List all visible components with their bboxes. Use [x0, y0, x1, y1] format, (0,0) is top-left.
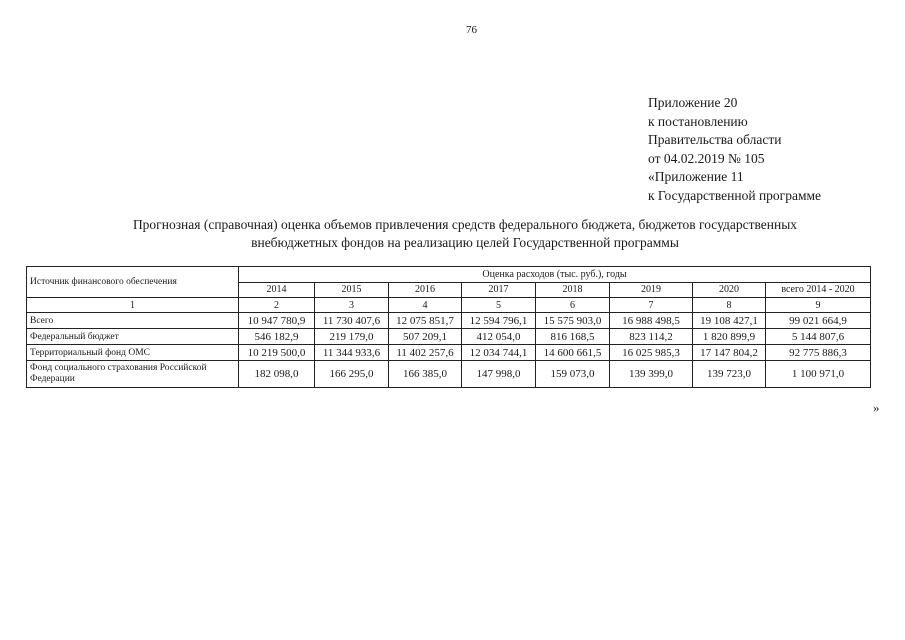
table-cell: 12 034 744,1: [462, 345, 536, 361]
table-cell: 17 147 804,2: [693, 345, 766, 361]
table-cell: 1 820 899,9: [693, 329, 766, 345]
appendix-line: к постановлению: [648, 113, 748, 129]
appendix-line: «Приложение 11: [648, 169, 744, 184]
table-cell: 11 344 933,6: [315, 345, 389, 361]
column-number: 7: [610, 298, 693, 313]
table-cell: 12 075 851,7: [389, 313, 462, 329]
row-label: Федеральный бюджет: [27, 329, 239, 345]
year-header: 2020: [693, 282, 766, 298]
table-row: [27, 345, 871, 361]
year-header: 2014: [239, 282, 315, 298]
table-row: [27, 313, 871, 329]
column-number: 3: [315, 298, 389, 313]
closing-quote-mark: »: [873, 400, 880, 415]
total-header: всего 2014 - 2020: [766, 282, 871, 298]
row-label: Территориальный фонд ОМС: [27, 345, 239, 361]
page-number: 76: [466, 24, 477, 36]
row-label: Всего: [27, 313, 239, 329]
table-cell: 19 108 427,1: [693, 313, 766, 329]
column-number: 5: [462, 298, 536, 313]
table-cell: 139 723,0: [693, 361, 766, 388]
table-cell: 10 219 500,0: [239, 345, 315, 361]
funding-table: [26, 266, 871, 388]
year-header: 2016: [389, 282, 462, 298]
table-cell: 5 144 807,6: [766, 329, 871, 345]
table-cell: 14 600 661,5: [536, 345, 610, 361]
title-line: Прогнозная (справочная) оценка объемов привлечения средств федерального бюджета, бюджетов государственных: [132, 217, 798, 232]
row-label: Фонд социального страхования Российской Федерации: [27, 361, 239, 388]
year-header: 2017: [462, 282, 536, 298]
table-cell: 11 402 257,6: [389, 345, 462, 361]
table-row: [27, 361, 871, 388]
table-cell: 92 775 886,3: [766, 345, 871, 361]
table-cell: 15 575 903,0: [536, 313, 610, 329]
column-number: 6: [536, 298, 610, 313]
column-number: 8: [693, 298, 766, 313]
year-header: 2018: [536, 282, 610, 298]
title-line: внебюджетных фондов на реализацию целей Государственной программы: [251, 235, 679, 250]
table-cell: 182 098,0: [239, 361, 315, 388]
column-number: 9: [766, 298, 871, 313]
table-cell: 546 182,9: [239, 329, 315, 345]
table-cell: 11 730 407,6: [315, 313, 389, 329]
table-cell: 823 114,2: [610, 329, 693, 345]
table-cell: 12 594 796,1: [462, 313, 536, 329]
table-cell: 99 021 664,9: [766, 313, 871, 329]
table-cell: 16 988 498,5: [610, 313, 693, 329]
table-cell: 412 054,0: [462, 329, 536, 345]
source-header: Источник финансового обеспечения: [27, 267, 239, 298]
table-row: [27, 329, 871, 345]
year-header: 2019: [610, 282, 693, 298]
table-cell: 147 998,0: [462, 361, 536, 388]
table-cell: 166 385,0: [389, 361, 462, 388]
appendix-line: к Государственной программе: [648, 187, 822, 203]
table-cell: 1 100 971,0: [766, 361, 871, 388]
column-number: 1: [27, 298, 239, 313]
document-title: [40, 216, 890, 252]
appendix-line: Приложение 20: [648, 95, 738, 110]
column-number: 2: [239, 298, 315, 313]
table-cell: 507 209,1: [389, 329, 462, 345]
appendix-block: [648, 94, 821, 205]
appendix-line: Правительства области: [648, 132, 782, 147]
table-cell: 10 947 780,9: [239, 313, 315, 329]
expense-group-header: Оценка расходов (тыс. руб.), годы: [239, 267, 871, 283]
table-cell: 816 168,5: [536, 329, 610, 345]
table-cell: 166 295,0: [315, 361, 389, 388]
column-number: 4: [389, 298, 462, 313]
table-cell: 219 179,0: [315, 329, 389, 345]
appendix-line: от 04.02.2019 № 105: [648, 150, 765, 166]
table-cell: 16 025 985,3: [610, 345, 693, 361]
table-cell: 139 399,0: [610, 361, 693, 388]
year-header: 2015: [315, 282, 389, 298]
table-cell: 159 073,0: [536, 361, 610, 388]
